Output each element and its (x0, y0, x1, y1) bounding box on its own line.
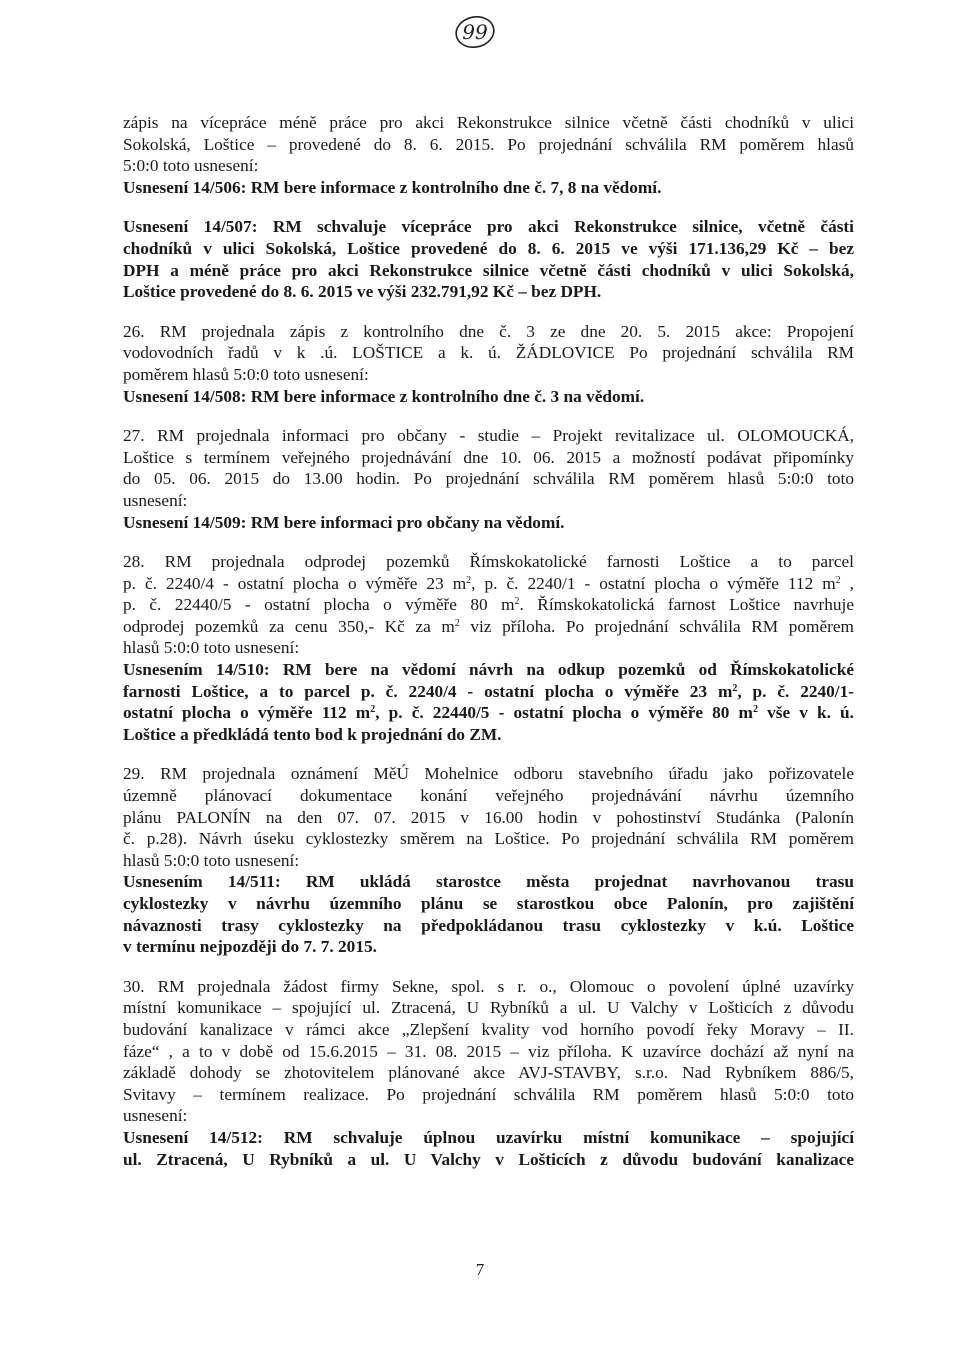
body-text-line: Sokolská, Loštice – provedené do 8. 6. 2015. Po projednání schválila RM poměrem hlasů (123, 134, 854, 154)
body-text-line: 5:0:0 toto usnesení: (123, 156, 259, 176)
body-text-line: usnesení: (123, 490, 188, 510)
superscript: 2 (466, 574, 472, 586)
superscript: 2 (835, 574, 841, 586)
body-text-line: plánu PALONÍN na den 07. 07. 2015 v 16.00 hodin v pohostinství Studánka (Palonín (123, 807, 854, 827)
body-text-line: Loštice s termínem veřejného projednávání dne 10. 06. 2015 a možností podávat připomínky (123, 447, 854, 467)
body-text-line: Svitavy – termínem realizace. Po projednání schválila RM poměrem hlasů 5:0:0 toto (123, 1084, 854, 1104)
paragraph-gap (123, 407, 854, 425)
body-text-line: zápis na vícepráce méně práce pro akci Rekonstrukce silnice včetně části chodníků v ulici (123, 113, 854, 132)
body-text-line: poměrem hlasů 5:0:0 toto usnesení: (123, 364, 369, 384)
body-text-line: odprodej pozemků za cenu 350,- Kč za $m^2$ viz příloha. Po projednání schválila RM poměrem (123, 616, 854, 636)
paragraph-gap (123, 745, 854, 763)
body-text-line: 28. RM projednala odprodej pozemků Římskokatolické farnosti Loštice a to parcel (123, 552, 854, 572)
resolution-text-line: Loštice a předkládá tento bod k projednání do ZM. (123, 724, 502, 744)
page-number: 7 (475, 1260, 485, 1279)
body-text-line: do 05. 06. 2015 do 13.00 hodin. Po projednání schválila RM poměrem hlasů 5:0:0 toto (123, 469, 854, 489)
body-text-line: místní komunikace – spojující ul. Ztracená, U Rybníků a ul. U Valchy v Lošticích z důvodu (123, 998, 854, 1018)
paragraph-gap (123, 533, 854, 551)
resolution-text-line: farnosti Loštice, a to parcel p. č. 2240/4 - ostatní plocha o výměře 23 $m^2$, p. č. 2240/1- (123, 681, 854, 701)
body-text-line: vodovodních řadů v k .ú. LOŠTICE a k. ú. ŽÁDLOVICE Po projednání schválila RM (123, 343, 854, 363)
body-text-line: budování kanalizace v rámci akce „Zlepšení kvality vod horního povodí řeky Moravy – II. (123, 1019, 854, 1039)
resolution-text-line: cyklostezky v návrhu územního plánu se starostkou obce Palonín, pro zajištění (123, 894, 854, 913)
superscript: 2 (454, 617, 460, 629)
resolution-text-line: Usnesením 14/510: RM bere na vědomí návrh na odkup pozemků od Římskokatolické (123, 660, 854, 680)
superscript: 2 (752, 704, 758, 716)
resolution-text-line: ul. Ztracená, U Rybníků a ul. U Valchy v Lošticích z důvodu budování kanalizace (123, 1149, 854, 1169)
stamp-circle-icon (452, 12, 498, 52)
superscript: 2 (732, 682, 738, 694)
body-text-line: 29. RM projednala oznámení MěÚ Mohelnice odboru stavebního úřadu jako pořizovatele (123, 764, 854, 784)
body-text-line: č. p.28). Návrh úseku cyklostezky směrem na Loštice. Po projednání schválila RM poměrem (123, 829, 854, 849)
body-text-line: územně plánovací dokumentace konání veřejného projednávání návrhu územního (123, 786, 854, 806)
resolution-text-line: Usnesení 14/508: RM bere informace z kontrolního dne č. 3 na vědomí. (123, 386, 645, 406)
body-text-line: fáze“ , a to v době od 15.6.2015 – 31. 08. 2015 – viz příloha. K uzavírce dochází až nyní na (123, 1041, 854, 1061)
body-text-line: p. č. 2240/4 - ostatní plocha o výměře 23 $m^2$, p. č. 2240/1 - ostatní plocha o výměře 112 $m^2$ , (123, 573, 855, 593)
stamp-number: 99 (462, 20, 488, 44)
resolution-text-line: Usnesení 14/507: RM schvaluje vícepráce pro akci Rekonstrukce silnice, včetně části (123, 217, 854, 237)
resolution-text-line: návaznosti trasy cyklostezky na předpokládanou trasu cyklostezky v k.ú. Loštice (123, 915, 854, 935)
resolution-text-line: ostatní plocha o výměře 112 $m^2$, p. č. 22440/5 - ostatní plocha o výměře 80 $m^2$ vše v k. ú. (123, 703, 854, 723)
body-text-line: hlasů 5:0:0 toto usnesení: (123, 638, 300, 658)
handwritten-page-stamp (452, 12, 498, 52)
body-text-line: základě dohody se zhotovitelem plánované akce AVJ-STAVBY, s.r.o. Nad Rybníkem 886/5, (123, 1063, 854, 1083)
body-text-line: hlasů 5:0:0 toto usnesení: (123, 850, 300, 870)
resolution-text-line: Usnesení 14/506: RM bere informace z kontrolního dne č. 7, 8 na vědomí. (123, 177, 662, 197)
resolution-text-line: Usnesení 14/509: RM bere informaci pro občany na vědomí. (123, 512, 565, 532)
body-text-line: p. č. 22440/5 - ostatní plocha o výměře 80 $m^2$. Římskokatolická farnost Loštice navrhuje (123, 595, 855, 615)
body-text-line: 30. RM projednala žádost firmy Sekne, spol. s r. o., Olomouc o povolení úplné uzavírky (123, 976, 854, 996)
resolution-text-line: DPH a méně práce pro akci Rekonstrukce silnice včetně části chodníků v ulici Sokolská, (123, 260, 854, 280)
resolution-text-line: Loštice provedené do 8. 6. 2015 ve výši 232.791,92 Kč – bez DPH. (123, 282, 602, 302)
body-text-line: usnesení: (123, 1106, 188, 1126)
body-text-line: 27. RM projednala informaci pro občany - studie – Projekt revitalizace ul. OLOMOUCKÁ, (123, 426, 854, 446)
paragraph-gap (123, 303, 854, 321)
resolution-text-line: Usnesení 14/512: RM schvaluje úplnou uzavírku místní komunikace – spojující (123, 1127, 854, 1147)
superscript: 2 (514, 596, 520, 608)
resolution-text-line: Usnesením 14/511: RM ukládá starostce města projednat navrhovanou trasu (123, 872, 854, 892)
superscript: 2 (370, 704, 376, 716)
paragraph-gap (123, 958, 854, 976)
resolution-text-line: v termínu nejpozději do 7. 7. 2015. (123, 937, 377, 957)
body-text-line: 26. RM projednala zápis z kontrolního dne č. 3 ze dne 20. 5. 2015 akce: Propojení (123, 321, 854, 341)
document-body (123, 112, 854, 1170)
resolution-text-line: chodníků v ulici Sokolská, Loštice provedené do 8. 6. 2015 ve výši 171.136,29 Kč – bez (123, 238, 854, 258)
paragraph-gap (123, 198, 854, 216)
